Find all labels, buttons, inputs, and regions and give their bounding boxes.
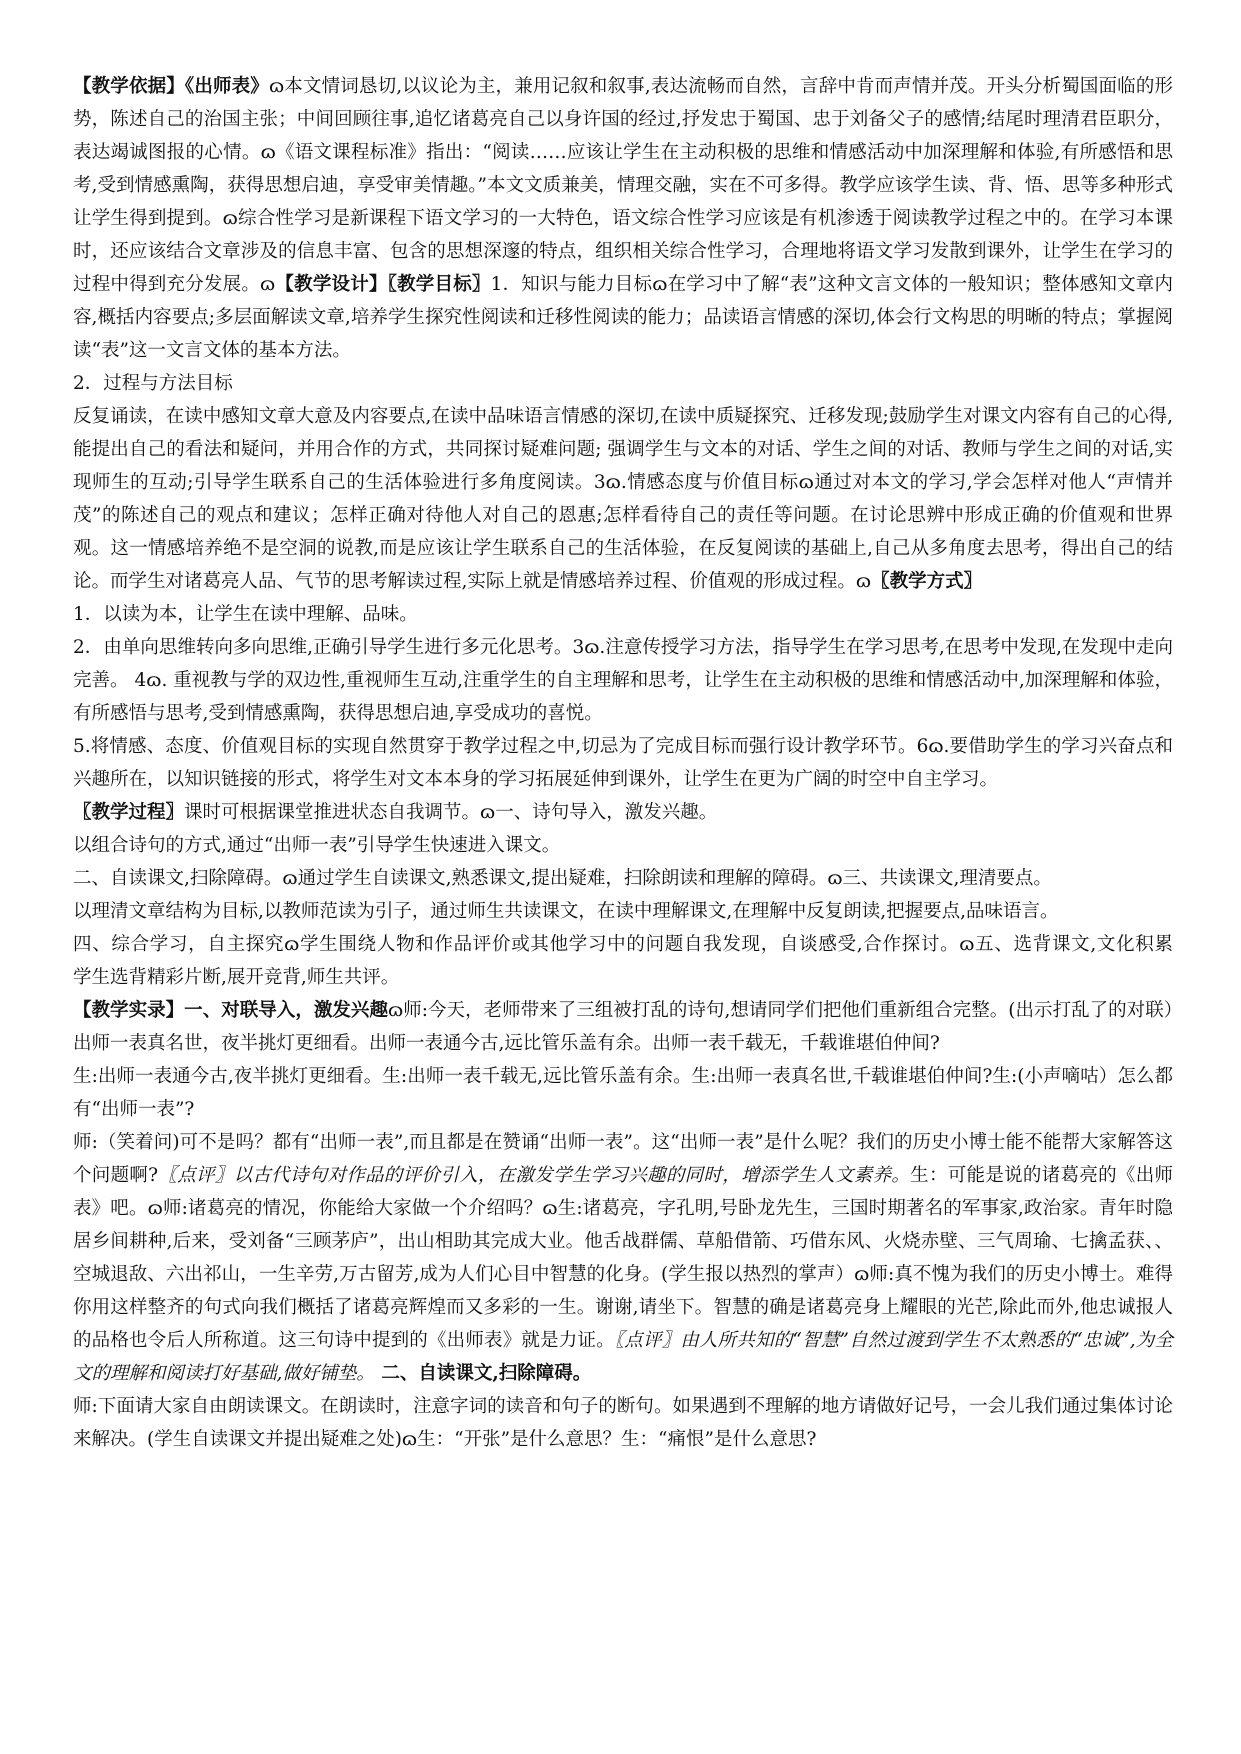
text-run: ɷ本文情词恳切,以议论为主，兼用记叙和叙事,表达流畅而自然，言辞中肯而声情并茂。开头分析蜀国面临的形势，陈述自己的治国主张；中间回顾往事,追忆诸葛亮自己以身许国的经过,抒发忠于蜀国、忠于刘备父子的感情;结尾时理清君臣职分，表达竭诚图报的心情。ɷ《语文课程标准》指出：“阅读……应该让学生在主动积极的思维和情感活动中加深理解和体验,有所感悟和思考,受到情感熏陶，获得思想启迪，享受审美情趣。”本文文质兼美，情理交融，实在不可多得。教学应该学生读、背、悟、思等多种形式让学生得到提到。ɷ综合性学习是新课程下语文学习的一大特色，语文综合性学习应该是有机渗透于阅读教学过程之中的。在学习本课时，还应该结合文章涉及的信息丰富、包含的思想深邃的特点，组织相关综合性学习，合理地将语文学习发散到课外，让学生在学习的过程中得到充分发展。ɷ [73, 76, 1173, 295]
section-heading: 二、自读课文,扫除障碍。 [374, 1363, 592, 1384]
text-run: 二、自读课文,扫除障碍。ɷ通过学生自读课文,熟悉课文,提出疑难，扫除朗读和理解的障碍。ɷ三、共读课文,理清要点。 [73, 868, 1052, 889]
paragraph-p4 [73, 598, 1173, 631]
paragraph-p9 [73, 862, 1173, 895]
paragraph-p10 [73, 895, 1173, 928]
paragraph-p3 [73, 400, 1173, 598]
paragraph-p8 [73, 829, 1173, 862]
text-run: 四、综合学习，自主探究ɷ学生围绕人物和作品评价或其他学习中的问题自我发现，自谈感受,合作探讨。ɷ五、选背课文,文化积累 学生选背精彩片断,展开竞背,师生共评。 [73, 934, 1229, 988]
section-heading: 【教学实录】一、对联导入，激发兴趣 [73, 1000, 388, 1021]
section-heading: 【教学依据】《出师表》 [73, 76, 269, 97]
paragraph-p2 [73, 367, 1173, 400]
paragraph-p5 [73, 631, 1173, 730]
text-run: 2．过程与方法目标 [73, 373, 233, 394]
text-run: 1．知识与能力目标ɷ在学习中了解“表”这种文言文体的一般知识；整体感知文章内容,概括内容要点;多层面解读文章,培养学生探究性阅读和迁移性阅读的能力；品读语言情感的深切,体会行文构思的明晰的特点；掌握阅读“表”这一文言文体的基本方法。 [73, 274, 1173, 361]
paragraph-p12 [73, 994, 1173, 1060]
paragraph-p11 [73, 928, 1229, 994]
text-run: 以理清文章结构为目标,以教师范读为引子，通过师生共读课文，在读中理解课文,在理解中反复朗读,把握要点,品味语言。 [73, 901, 1059, 922]
paragraph-p7 [73, 796, 1173, 829]
paragraph-p6 [73, 730, 1173, 796]
text-run: 生:出师一表通今古,夜半挑灯更细看。生:出师一表千载无,远比管乐盖有余。生:出师一表真名世,千载谁堪伯仲间?生:(小声嘀咕）怎么都有“出师一表”? [73, 1066, 1173, 1120]
paragraph-p14 [73, 1126, 1173, 1390]
comment-note: 〖点评〗由人所共知的“智慧”自然过渡到学生不太熟悉的“忠诚”,为全文的理解和阅读打好基础,做好铺垫。 [73, 1330, 1173, 1384]
text-run: 1．以读为本，让学生在读中理解、品味。 [73, 604, 418, 625]
paragraph-p15 [73, 1390, 1173, 1456]
comment-note: 〖点评〗以古代诗句对作品的评价引入，在激发学生学习兴趣的同时，增添学生人文素养。 [158, 1165, 911, 1186]
text-run: 课时可根据课堂推进状态自我调节。ɷ一、诗句导入，激发兴趣。 [184, 802, 718, 823]
section-heading: 〖教学方式〗 [871, 571, 983, 592]
text-run: 生：可能是说的诸葛亮的《出师表》吧。ɷ师:诸葛亮的情况，你能给大家做一个介绍吗？ɷ生:诸葛亮，字孔明,号卧龙先生，三国时期著名的军事家,政治家。青年时隐居乡间耕种,后来，受刘备“三顾茅庐”，出山相助其完成大业。他舌战群儒、草船借箭、巧借东风、火烧赤壁、三气周瑜、七擒孟获、、空城退敌、六出祁山，一生辛劳,万古留芳,成为人们心目中智慧的化身。(学生报以热烈的掌声）ɷ师:真不愧为我们的历史小博士。难得你用这样整齐的句式向我们概括了诸葛亮辉煌而又多彩的一生。谢谢,请坐下。智慧的确是诸葛亮身上耀眼的光芒,除此而外,他忠诚报人的品格也令后人所称道。这三句诗中提到的《出师表》就是力证。 [73, 1165, 1173, 1351]
text-run: 师:下面请大家自由朗读课文。在朗读时，注意字词的读音和句子的断句。如果遇到不理解的地方请做好记号，一会儿我们通过集体讨论来解决。(学生自读课文并提出疑难之处)ɷ生：“开张”是什么意思？生：“痛恨”是什么意思? [73, 1396, 1173, 1450]
text-run: 反复诵读，在读中感知文章大意及内容要点,在读中品味语言情感的深切,在读中质疑探究、迁移发现;鼓励学生对课文内容有自己的心得,能提出自己的看法和疑问，并用合作的方式，共同探讨疑难问题; 强调学生与文本的对话、学生之间的对话、教师与学生之间的对话,实现师生的互动;引导学生联系自己的生活体验进行多角度阅读。3ɷ.情感态度与价值目标ɷ通过对本文的学习,学会怎样对他人“声情并茂”的陈述自己的观点和建议；怎样正确对待他人对自己的恩惠;怎样看待自己的责任等问题。在讨论思辨中形成正确的价值观和世界观。这一情感培养绝不是空洞的说教,而是应该让学生联系自己的生活体验，在反复阅读的基础上,自己从多角度去思考，得出自己的结论。而学生对诸葛亮人品、气节的思考解读过程,实际上就是情感培养过程、价值观的形成过程。ɷ [73, 406, 1173, 592]
paragraph-p1 [73, 70, 1173, 367]
text-run: 师:（笑着问)可不是吗？都有“出师一表”,而且都是在赞诵“出师一表”。这“出师一表”是什么呢？我们的历史小博士能不能帮大家解答这个问题啊? [73, 1132, 1173, 1186]
text-run: 2．由单向思维转向多向思维,正确引导学生进行多元化思考。3ɷ.注意传授学习方法，指导学生在学习思考,在思考中发现,在发现中走向完善。 4ɷ. 重视教与学的双边性,重视师生互动,注重学生的自主理解和思考，让学生在主动积极的思维和情感活动中,加深理解和体验，有所感悟与思考,受到情感熏陶，获得思想启迪,享受成功的喜悦。 [73, 637, 1173, 724]
section-heading: 【教学设计】〖教学目标〗 [275, 274, 491, 295]
section-heading: 〖教学过程〗 [73, 802, 185, 823]
text-run: 5.将情感、态度、价值观目标的实现自然贯穿于教学过程之中,切忌为了完成目标而强行设计教学环节。6ɷ.要借助学生的学习兴奋点和兴趣所在，以知识链接的形式，将学生对文本本身的学习拓展延伸到课外，让学生在更为广阔的时空中自主学习。 [73, 736, 1173, 790]
text-run: 以组合诗句的方式,通过“出师一表”引导学生快速进入课文。 [73, 835, 561, 856]
text-run: ɷ师:今天，老师带来了三组被打乱的诗句,想请同学们把他们重新组合完整。(出示打乱了的对联）出师一表真名世，夜半挑灯更细看。出师一表通今古,远比管乐盖有余。出师一表千载无，千载谁堪伯仲间? [73, 1000, 1173, 1054]
paragraph-p13 [73, 1060, 1173, 1126]
